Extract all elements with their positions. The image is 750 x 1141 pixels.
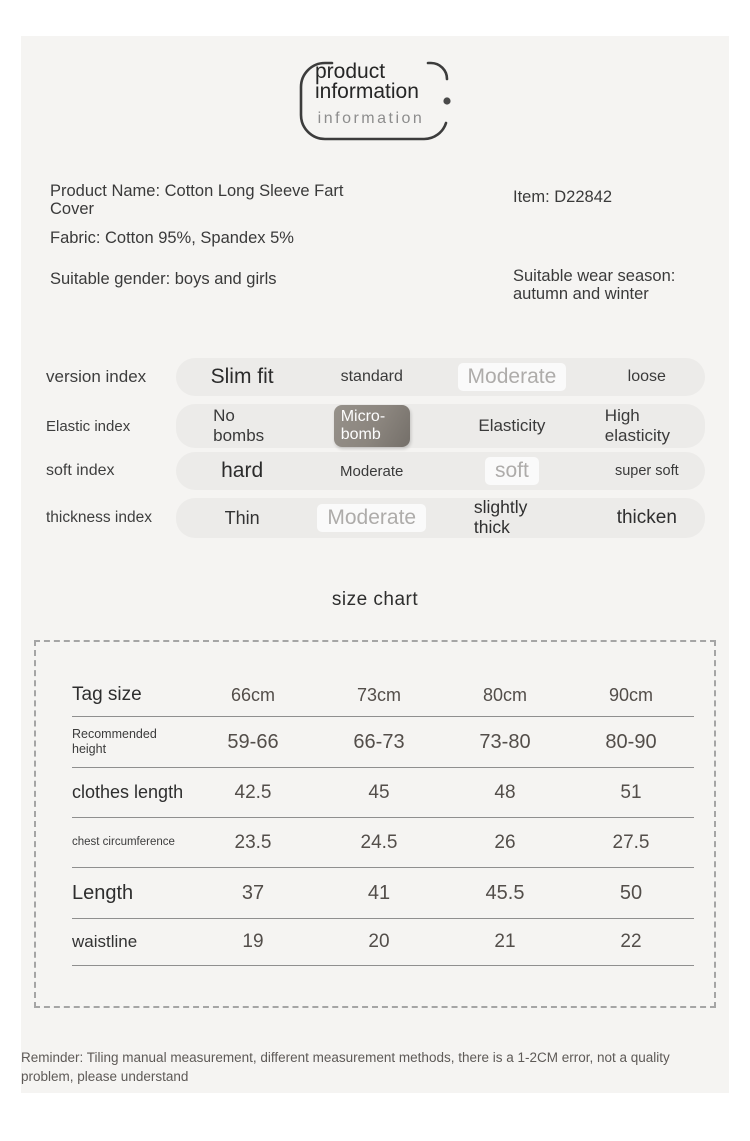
soft-index-row: [46, 452, 705, 490]
cell-value: 27.5: [612, 831, 650, 853]
row-label: Recommended height: [72, 727, 157, 756]
index-section: [21, 358, 729, 546]
index-option-selected: Moderate: [435, 363, 588, 391]
index-scale: [176, 404, 705, 448]
index-option: standard: [340, 368, 403, 385]
cell-value: 48: [494, 781, 516, 803]
index-option: super soft: [614, 463, 679, 479]
page-title: product information: [315, 60, 419, 103]
index-option: loose: [627, 368, 666, 385]
index-scale: [176, 358, 705, 396]
index-scale: [176, 498, 705, 538]
cell-value: 45.5: [485, 881, 525, 904]
page-subtitle: information: [317, 110, 425, 127]
row-label: chest circumference: [72, 835, 175, 848]
cell-value: 20: [368, 931, 390, 952]
cell-value: 37: [241, 881, 265, 904]
cell-value: 23.5: [234, 831, 272, 853]
elastic-index-row: [46, 404, 705, 448]
row-label: Length: [72, 881, 134, 904]
cell-value: 41: [367, 881, 391, 904]
index-option: Elasticity: [478, 416, 546, 435]
cell-value: 22: [620, 931, 642, 952]
index-option: slightly thick: [473, 497, 528, 537]
suitable-season: Suitable wear season: autumn and winter: [513, 267, 676, 303]
index-option: Thin: [224, 507, 260, 528]
index-option: High elasticity: [604, 406, 670, 445]
product-name: Product Name: Cotton Long Sleeve Fart Cover: [50, 182, 344, 218]
cell-value: 80-90: [605, 730, 657, 753]
index-option: hard: [221, 459, 264, 482]
row-label: Tag size: [72, 684, 142, 705]
cell-value: 73cm: [356, 685, 401, 705]
index-option-selected: Micro-bomb: [308, 405, 435, 447]
index-option-selected: Moderate: [308, 504, 435, 532]
index-row-label: Elastic index: [46, 417, 131, 435]
index-row-label: version index: [46, 367, 147, 386]
dot-icon: [443, 97, 450, 104]
version-index-row: [46, 358, 705, 396]
cell-value: 45: [368, 781, 390, 803]
table-row: [72, 919, 694, 966]
table-row: [72, 868, 694, 919]
table-row: [72, 717, 694, 768]
product-info-panel: [21, 36, 729, 1093]
index-option: Slim fit: [210, 365, 274, 388]
index-scale: [176, 452, 705, 490]
fabric: Fabric: Cotton 95%, Spandex 5%: [50, 229, 294, 247]
header: [298, 60, 452, 142]
size-chart-title: size chart: [331, 589, 419, 610]
row-label: clothes length: [72, 781, 184, 802]
size-chart-table: [72, 642, 694, 966]
suitable-gender: Suitable gender: boys and girls: [50, 270, 277, 288]
item-number: Item: D22842: [513, 188, 613, 206]
index-option: Moderate: [340, 462, 404, 480]
index-row-label: thickness index: [46, 509, 152, 526]
index-option: No bombs: [213, 406, 265, 445]
table-row: [72, 818, 694, 868]
row-label: waistline: [72, 932, 138, 951]
size-chart-box: [34, 640, 716, 1008]
cell-value: 24.5: [360, 831, 398, 853]
index-option-selected: soft: [435, 457, 588, 485]
cell-value: 66cm: [230, 685, 275, 705]
cell-value: 50: [619, 881, 643, 904]
cell-value: 51: [620, 781, 642, 803]
cell-value: 42.5: [234, 781, 272, 803]
cell-value: 19: [242, 931, 264, 952]
index-row-label: soft index: [46, 462, 115, 479]
cell-value: 59-66: [227, 730, 279, 753]
thickness-index-row: [46, 498, 705, 538]
reminder-text: Reminder: Tiling manual measurement, different measurement methods, there is a 1-2CM error, not a quality problem, please understand: [21, 1050, 670, 1085]
index-option: thicken: [616, 507, 677, 528]
cell-value: 73-80: [479, 730, 531, 753]
table-row: [72, 642, 694, 717]
cell-value: 66-73: [353, 730, 405, 753]
cell-value: 90cm: [608, 685, 653, 705]
table-row: [72, 768, 694, 818]
cell-value: 80cm: [482, 685, 527, 705]
cell-value: 21: [494, 931, 516, 952]
cell-value: 26: [494, 831, 516, 853]
